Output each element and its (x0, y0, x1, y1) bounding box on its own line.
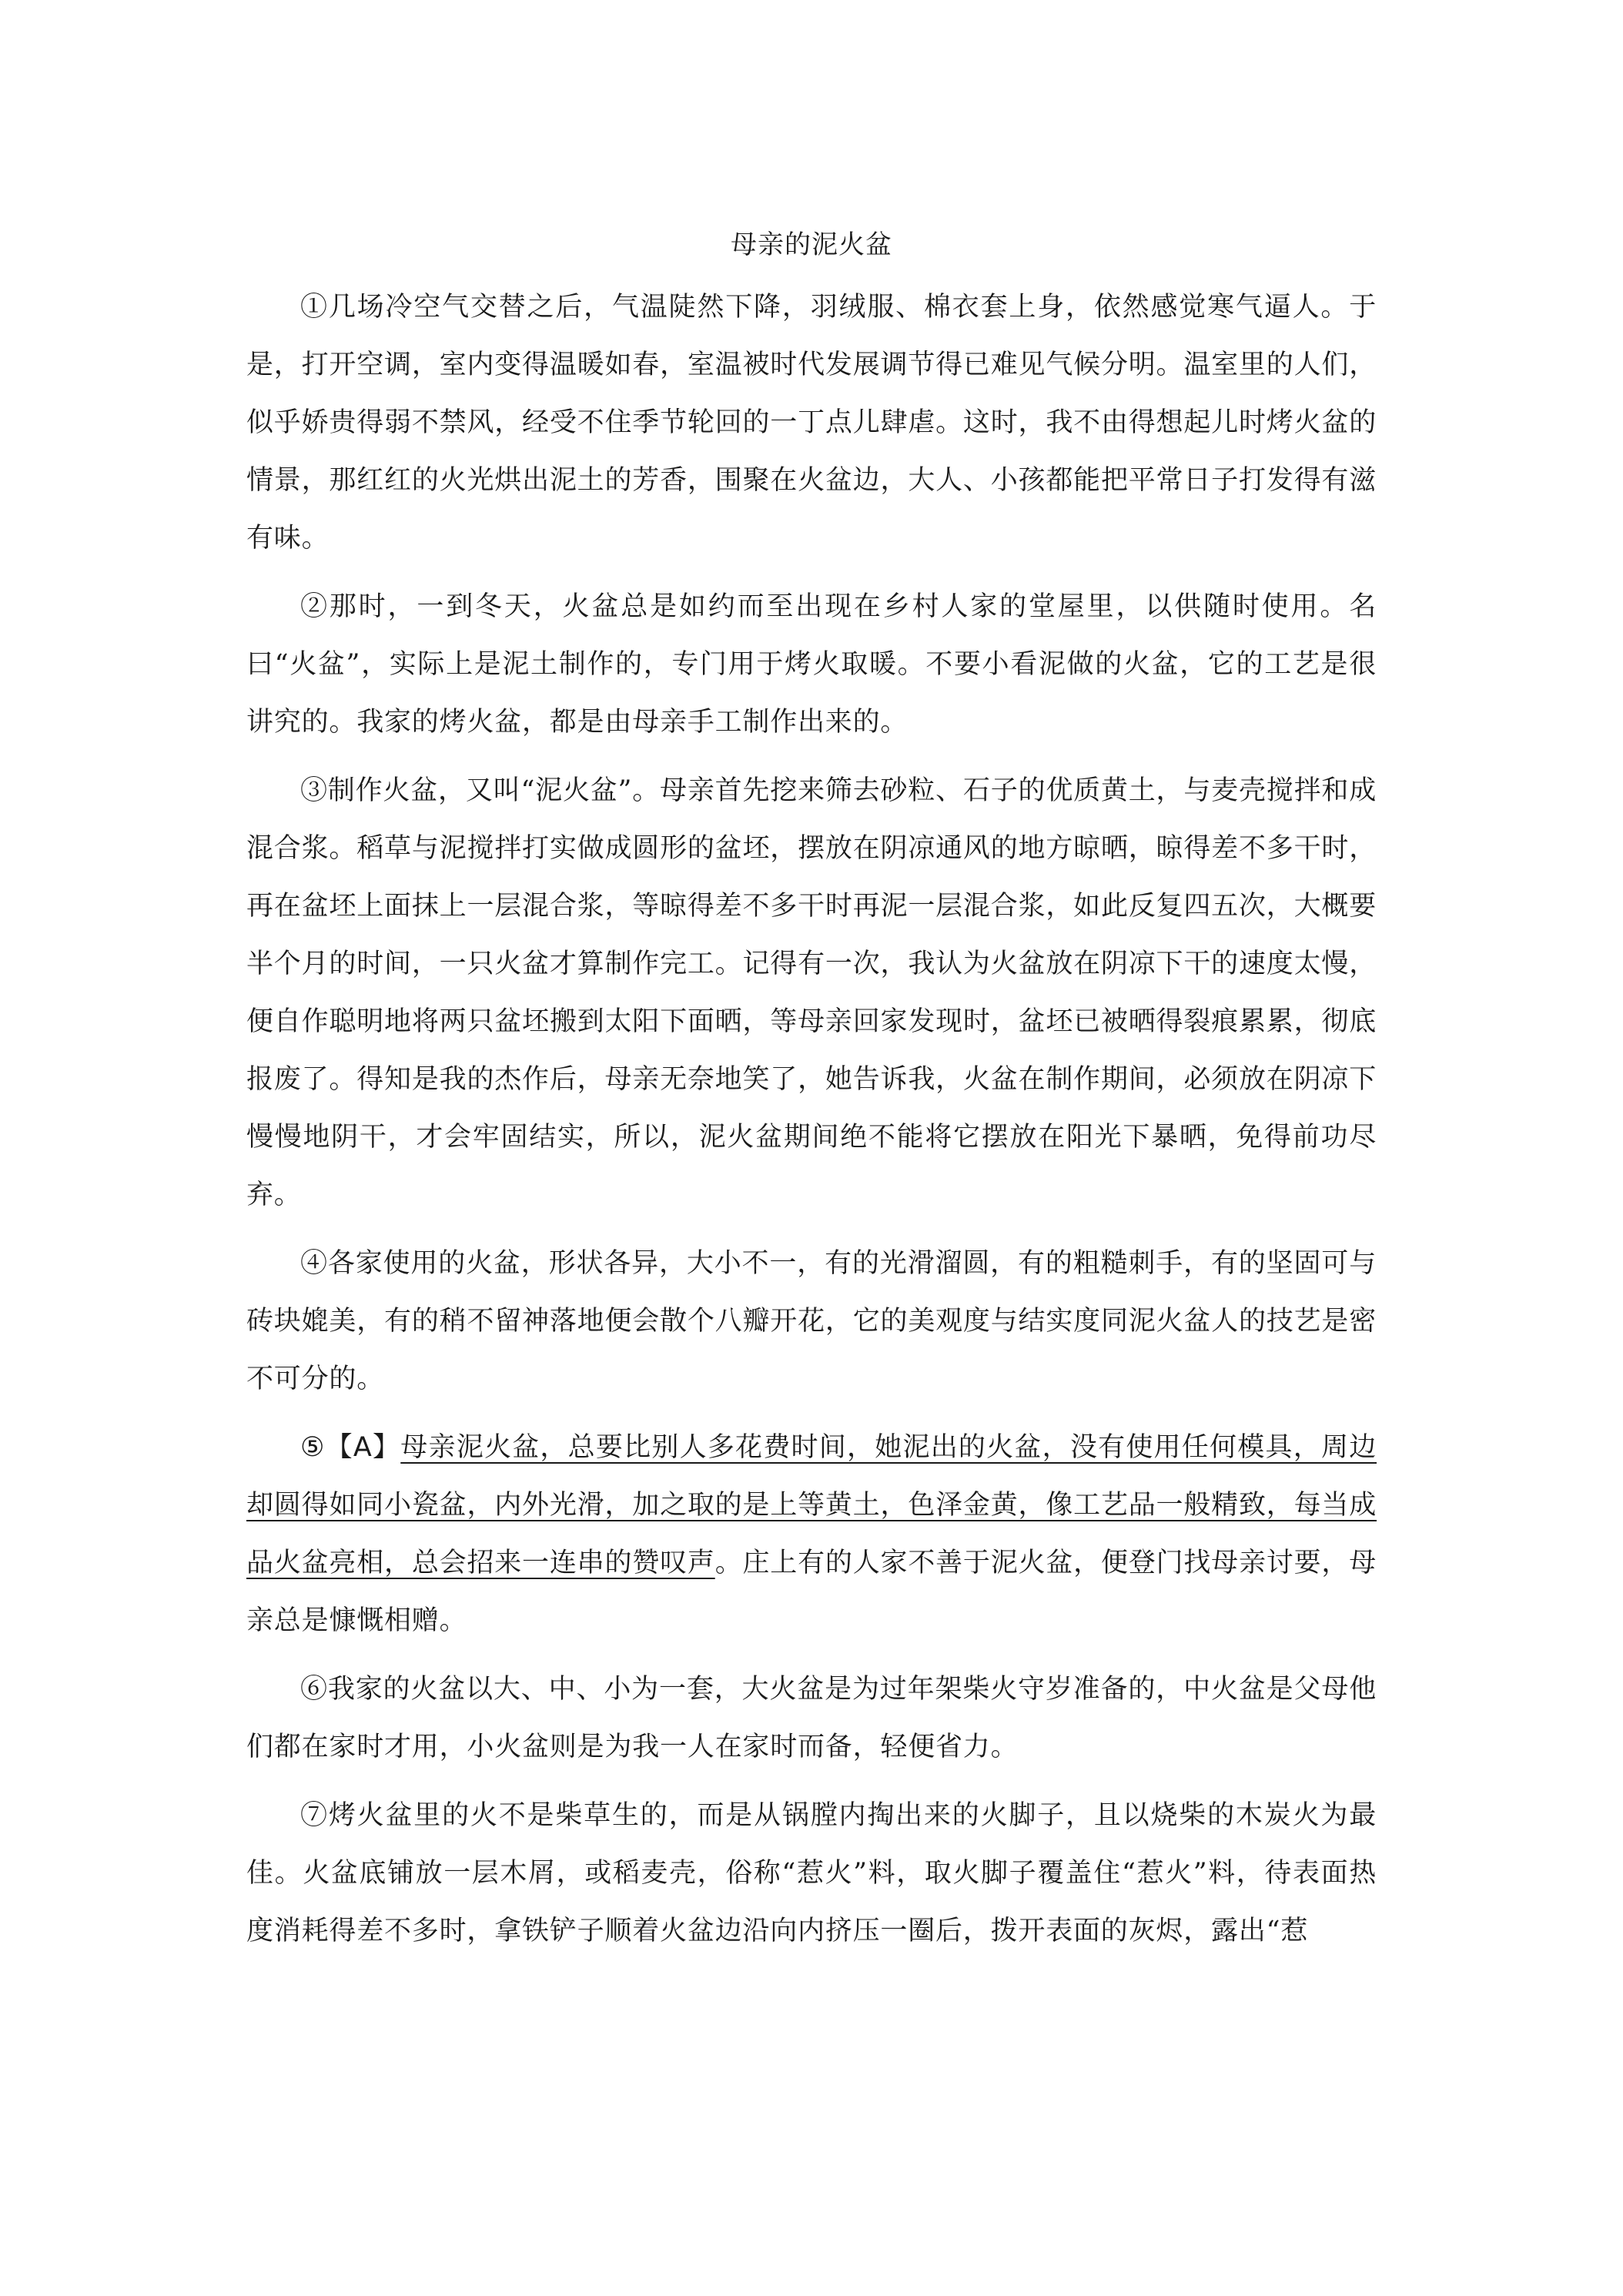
paragraph-2: ②那时，一到冬天，火盆总是如约而至出现在乡村人家的堂屋里，以供随时使用。名曰“火盆”，实际上是泥土制作的，专门用于烤火取暖。不要小看泥做的火盆，它的工艺是很讲究的。我家的烤火盆，都是由母亲手工制作出来的。 (246, 591, 1377, 738)
paragraph-5-rest: 。庄上有的人家不善于泥火盆，便登门找母亲讨要，母亲总是慷慨相赠。 (246, 1548, 1377, 1636)
article-title: 母亲的泥火盆 (731, 229, 892, 260)
paragraph-1: ①几场冷空气交替之后，气温陡然下降，羽绒服、棉衣套上身，依然感觉寒气逼人。于是，打开空调，室内变得温暖如春，室温被时代发展调节得已难见气候分明。温室里的人们，似乎娇贵得弱不禁风，经受不住季节轮回的一丁点儿肆虐。这时，我不由得想起儿时烤火盆的情景，那红红的火光烘出泥土的芳香，围聚在火盆边，大人、小孩都能把平常日子打发得有滋有味。 (246, 292, 1377, 554)
paragraph-5-marker: ⑤【A】 (300, 1432, 401, 1463)
paragraph-5 (246, 1419, 1377, 1650)
article-body (246, 222, 1377, 1960)
paragraph-4: ④各家使用的火盆，形状各异，大小不一，有的光滑溜圆，有的粗糙刺手，有的坚固可与砖块媲美，有的稍不留神落地便会散个八瓣开花，它的美观度与结实度同泥火盆人的技艺是密不可分的。 (246, 1248, 1377, 1394)
paragraph-7: ⑦烤火盆里的火不是柴草生的，而是从锅膛内掏出来的火脚子，且以烧柴的木炭火为最佳。火盆底铺放一层木屑，或稻麦壳，俗称“惹火”料，取火脚子覆盖住“惹火”料，待表面热度消耗得差不多时，拿铁铲子顺着火盆边沿向内挤压一圈后，拨开表面的灰烬，露出“惹 (246, 1800, 1377, 1946)
underlined-passage-a: 母亲泥火盆，总要比别人多花费时间，她泥出的火盆，没有使用任何模具，周边却圆得如同小瓷盆，内外光滑，加之取的是上等黄土，色泽金黄，像工艺品一般精致，每当成品火盆亮相，总会招来一连串的赞叹声 (246, 1432, 1377, 1578)
paragraph-3: ③制作火盆，又叫“泥火盆”。母亲首先挖来筛去砂粒、石子的优质黄土，与麦壳搅拌和成混合浆。稻草与泥搅拌打实做成圆形的盆坯，摆放在阴凉通风的地方晾晒，晾得差不多干时，再在盆坯上面抹上一层混合浆，等晾得差不多干时再泥一层混合浆，如此反复四五次，大概要半个月的时间，一只火盆才算制作完工。记得有一次，我认为火盆放在阴凉下干的速度太慢，便自作聪明地将两只盆坯搬到太阳下面晒，等母亲回家发现时，盆坯已被晒得裂痕累累，彻底报废了。得知是我的杰作后，母亲无奈地笑了，她告诉我，火盆在制作期间，必须放在阴凉下慢慢地阴干，才会牢固结实，所以，泥火盆期间绝不能将它摆放在阳光下暴晒，免得前功尽弃。 (246, 775, 1377, 1210)
paragraph-6: ⑥我家的火盆以大、中、小为一套，大火盆是为过年架柴火守岁准备的，中火盆是父母他们都在家时才用，小火盆则是为我一人在家时而备，轻便省力。 (246, 1674, 1377, 1762)
